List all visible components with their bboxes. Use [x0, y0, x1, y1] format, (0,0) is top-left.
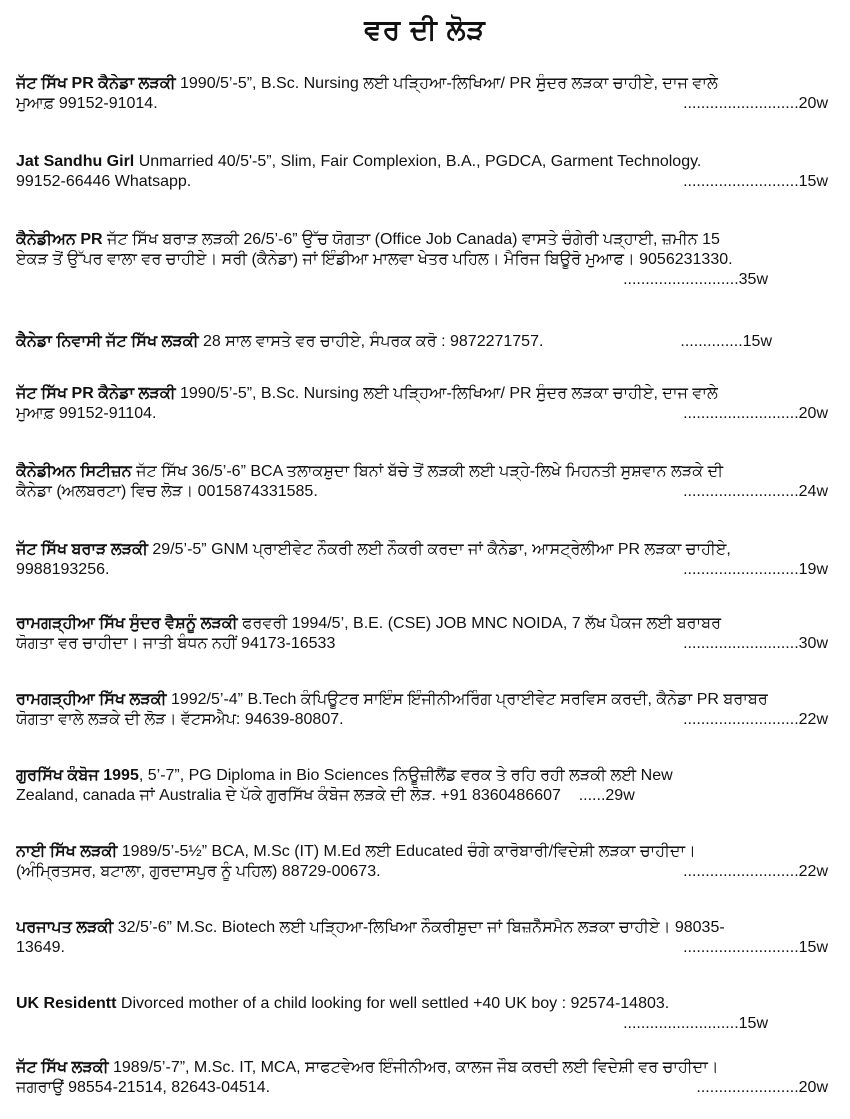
ad-tail: ਕੈਨੇਡਾ (ਅਲਬਰਟਾ) ਵਿਚ ਲੋੜ। 0015874331585.: [16, 483, 318, 500]
ad-text: 1989/5’-7”, M.Sc. IT, MCA, ਸਾਫਟਵੇਅਰ ਇੰਜੀਨੀਅਰ, ਕਾਲਜ ਜੌਬ ਕਰਦੀ ਲਈ ਵਿਦੇਸ਼ੀ ਵਰ ਚਾਹੀਦਾ।: [108, 1059, 719, 1076]
ad-code: ......29w: [578, 787, 635, 804]
ad-lead: ਜੱਟ ਸਿੱਖ PR ਕੈਨੇਡਾ ਲੜਕੀ: [16, 75, 176, 92]
ad-text: 1989/5’-5½” BCA, M.Sc (IT) M.Ed ਲਈ Educated ਚੰਗੇ ਕਾਰੋਬਾਰੀ/ਵਿਦੇਸ਼ੀ ਲੜਕਾ ਚਾਹੀਦਾ।: [117, 843, 696, 860]
classified-ad: [16, 230, 828, 290]
classified-ad: [16, 332, 828, 352]
ad-tail: ਯੋਗਤਾ ਵਰ ਚਾਹੀਦਾ। ਜਾਤੀ ਬੰਧਨ ਨਹੀਂ 94173-16533: [16, 635, 336, 652]
ad-lead: ਰਾਮਗੜ੍ਹੀਆ ਸਿੱਖ ਲੜਕੀ: [16, 691, 167, 708]
ad-line-1: [16, 462, 828, 482]
ad-text: Divorced mother of a child looking for well settled +40 UK boy : 92574-14803.: [116, 995, 670, 1012]
classified-ad: [16, 384, 828, 424]
ad-line-1: [16, 74, 828, 94]
ad-code: ..........................20w: [683, 95, 828, 112]
ad-lead: ਕੈਨੇਡੀਅਨ PR: [16, 231, 103, 248]
ad-text: , 5’-7”, PG Diploma in Bio Sciences ਨਿਊਜ਼ੀਲੈਂਡ ਵਰਕ ਤੇ ਰਹਿ ਰਹੀ ਲੜਕੀ ਲਈ New: [138, 767, 673, 784]
classified-ad: [16, 614, 828, 654]
ad-line-1: [16, 918, 828, 938]
ad-line-2: [16, 938, 828, 958]
classified-ad: [16, 540, 828, 580]
ad-lead: ਜੱਟ ਸਿੱਖ PR ਕੈਨੇਡਾ ਲੜਕੀ: [16, 385, 176, 402]
ad-text: 32/5’-6” M.Sc. Biotech ਲਈ ਪੜ੍ਹਿਆ-ਲਿਖਿਆ ਨੌਕਰੀਸ਼ੁਦਾ ਜਾਂ ਬਿਜ਼ਨੈੱਸਮੈਨ ਲੜਕਾ ਚਾਹੀਏ। 98035-: [113, 919, 725, 936]
ad-code: ..........................15w: [683, 173, 828, 190]
ad-tail: ਮੁਆਫ਼ 99152-91014.: [16, 95, 158, 112]
ad-code: ..........................22w: [683, 863, 828, 880]
page-title: ਵਰ ਦੀ ਲੋੜ: [364, 14, 486, 45]
ad-text: ਜੱਟ ਸਿੱਖ ਬਰਾੜ ਲੜਕੀ 26/5’-6” ਉੱਚ ਯੋਗਤਾ (Office Job Canada) ਵਾਸਤੇ ਚੰਗੇਰੀ ਪੜ੍ਹਾਈ, ਜ਼ਮੀਨ 15: [102, 231, 720, 248]
ad-tail: 9988193256.: [16, 561, 110, 578]
classified-ad: [16, 918, 828, 958]
ad-line-2: [16, 482, 828, 502]
ad-code: ..........................30w: [683, 635, 828, 652]
ad-line-1: [16, 384, 828, 404]
ad-lead: UK Residentt: [16, 995, 117, 1012]
ad-tail: ਯੋਗਤਾ ਵਾਲੇ ਲੜਕੇ ਦੀ ਲੋੜ। ਵੱਟਸਐਪ: 94639-80807.: [16, 711, 344, 728]
ad-code: ..........................24w: [683, 483, 828, 500]
ad-text: ਜੱਟ ਸਿੱਖ 36/5’-6” BCA ਤਲਾਕਸ਼ੁਦਾ ਬਿਨਾਂ ਬੱਚੇ ਤੋਂ ਲੜਕੀ ਲਈ ਪੜ੍ਹੇ-ਲਿਖੇ ਮਿਹਨਤੀ ਸੁਸ਼ਵਾਨ ਲੜਕੇ ਦੀ: [131, 463, 724, 480]
ad-line-2: [16, 634, 828, 654]
classified-ad: [16, 1058, 828, 1098]
ad-tail: 99152-66446 Whatsapp.: [16, 173, 192, 190]
ad-lead: ਪਰਜਾਪਤ ਲੜਕੀ: [16, 919, 114, 936]
ad-line-2: [16, 560, 828, 580]
ad-lead: ਕੈਨੇਡੀਅਨ ਸਿਟੀਜ਼ਨ: [16, 463, 132, 480]
ad-code: ..........................19w: [683, 561, 828, 578]
ad-code: ..............15w: [680, 333, 772, 350]
ad-line-2: [16, 786, 828, 806]
ad-line-1: [16, 614, 828, 634]
ad-tail: ਮੁਆਫ਼ 99152-91104.: [16, 405, 157, 422]
ad-line-1: [16, 766, 828, 786]
ad-line-1: [16, 540, 828, 560]
ad-tail: Zealand, canada ਜਾਂ Australia ਦੇ ਪੱਕੇ ਗੁਰਸਿੱਖ ਕੰਬੋਜ ਲੜਕੇ ਦੀ ਲੋੜ. +91 8360486607: [16, 787, 561, 804]
ad-lead: ਨਾਈ ਸਿੱਖ ਲੜਕੀ: [16, 843, 118, 860]
ad-line-1: [16, 332, 828, 352]
ad-code: .......................20w: [696, 1079, 828, 1096]
ad-line-2: [16, 172, 828, 192]
ad-line-1: [16, 230, 828, 250]
ad-lead: ਰਾਮਗੜ੍ਹੀਆ ਸਿੱਖ ਸੁੰਦਰ ਵੈਸ਼ਨੂੰ ਲੜਕੀ: [16, 615, 238, 632]
ad-text: ਫਰਵਰੀ 1994/5’, B.E. (CSE) JOB MNC NOIDA, 7 ਲੱਖ ਪੈਕਜ ਲਈ ਬਰਾਬਰ: [237, 615, 722, 632]
ad-text: Unmarried 40/5'-5”, Slim, Fair Complexion, B.A., PGDCA, Garment Technology.: [134, 153, 702, 170]
ad-lead: Jat Sandhu Girl: [16, 153, 135, 170]
ad-text: 1990/5’-5”, B.Sc. Nursing ਲਈ ਪੜ੍ਹਿਆ-ਲਿਖਿਆ/ PR ਸੁੰਦਰ ਲੜਕਾ ਚਾਹੀਏ, ਦਾਜ ਵਾਲੇ: [175, 385, 718, 402]
ad-lead: ਜੱਟ ਸਿੱਖ ਲੜਕੀ: [16, 1059, 109, 1076]
ad-line-1: [16, 152, 828, 172]
ad-lead: ਜੱਟ ਸਿੱਖ ਬਰਾੜ ਲੜਕੀ: [16, 541, 148, 558]
ad-tail: ਏਕੜ ਤੋਂ ਉੱਪਰ ਵਾਲਾ ਵਰ ਚਾਹੀਏ। ਸਰੀ (ਕੈਨੇਡਾ) ਜਾਂ ਇੰਡੀਆ ਮਾਲਵਾ ਖੇਤਰ ਪਹਿਲ। ਮੈਰਿਜ ਬਿਊਰੋ ਮੁਆਫ। 9056231330.: [16, 251, 733, 268]
ad-code: ..........................15w: [683, 939, 828, 956]
ad-tail: ਜਗਰਾਉਂ 98554-21514, 82643-04514.: [16, 1079, 271, 1096]
ad-line-2: [16, 1078, 828, 1098]
ad-line-1: [16, 994, 828, 1014]
ad-line-2: [16, 710, 828, 730]
ad-tail: (ਅੰਮ੍ਰਿਤਸਰ, ਬਟਾਲਾ, ਗੁਰਦਾਸਪੁਰ ਨੂੰ ਪਹਿਲ) 88729-00673.: [16, 863, 381, 880]
classified-ad: [16, 462, 828, 502]
classified-ad: [16, 74, 828, 114]
ad-lead: ਕੈਨੇਡਾ ਨਿਵਾਸੀ ਜੱਟ ਸਿੱਖ ਲੜਕੀ: [16, 333, 199, 350]
ad-text: 29/5’-5” GNM ਪ੍ਰਾਈਵੇਟ ਨੌਕਰੀ ਲਈ ਨੌਕਰੀ ਕਰਦਾ ਜਾਂ ਕੈਨੇਡਾ, ਆਸਟ੍ਰੇਲੀਆ PR ਲੜਕਾ ਚਾਹੀਏ,: [147, 541, 731, 558]
ad-line-1: [16, 842, 828, 862]
ad-line-2: [16, 404, 828, 424]
ad-code: ..........................20w: [683, 405, 828, 422]
ad-line-1: [16, 1058, 828, 1078]
ad-text: 1992/5’-4” B.Tech ਕੰਪਿਊਟਰ ਸਾਇੰਸ ਇੰਜੀਨੀਅਰਿੰਗ ਪ੍ਰਾਈਵੇਟ ਸਰਵਿਸ ਕਰਦੀ, ਕੈਨੇਡਾ PR ਬਰਾਬਰ: [166, 691, 768, 708]
classified-ad: [16, 152, 828, 192]
classified-ad: [16, 766, 828, 806]
ad-code: ..........................35w: [623, 271, 768, 288]
ad-line-2: [16, 862, 828, 882]
ad-text: 28 ਸਾਲ ਵਾਸਤੇ ਵਰ ਚਾਹੀਏ, ਸੰਪਰਕ ਕਰੋ : 9872271757.: [198, 333, 544, 350]
classified-ad: [16, 842, 828, 882]
ad-code: ..........................15w: [623, 1015, 768, 1032]
ad-tail: 13649.: [16, 939, 65, 956]
ad-lead: ਗੁਰਸਿੱਖ ਕੰਬੋਜ 1995: [16, 767, 139, 784]
ad-text: 1990/5’-5”, B.Sc. Nursing ਲਈ ਪੜ੍ਹਿਆ-ਲਿਖਿਆ/ PR ਸੁੰਦਰ ਲੜਕਾ ਚਾਹੀਏ, ਦਾਜ ਵਾਲੇ: [175, 75, 718, 92]
ad-line-2: [16, 250, 828, 270]
ad-line-1: [16, 690, 828, 710]
classified-ad: [16, 994, 828, 1034]
ad-code: ..........................22w: [683, 711, 828, 728]
classified-ad: [16, 690, 828, 730]
ad-line-2: [16, 94, 828, 114]
